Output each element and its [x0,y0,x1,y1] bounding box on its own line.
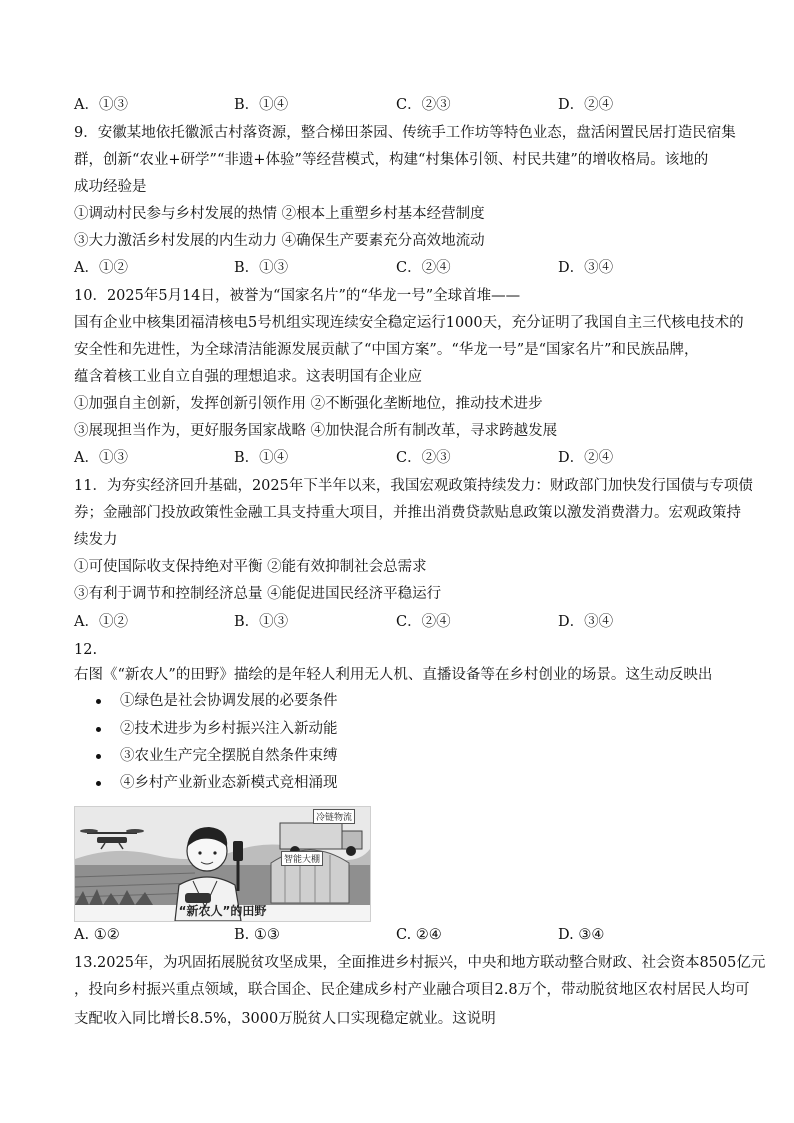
q8-options [74,96,734,114]
bullet-dot-icon [96,727,101,732]
q11-option-b[interactable]: B．①③ [234,614,289,630]
bullet-dot-icon [96,699,101,704]
q9-item-line: ③大力激活乡村发展的内生动力 ④确保生产要素充分高效地流动 [74,233,485,249]
q8-option-c[interactable]: C．②③ [396,97,451,113]
q9-stem-line: 群，创新“农业+研学”“非遗+体验”等经营模式，构建“村集体引领、村民共建”的增收格局。该地的 [74,152,709,168]
q12-stem: 右图《“新农人”的田野》描绘的是年轻人利用无人机、直播设备等在乡村创业的场景。这生动反映出 [74,667,713,683]
q12-options [74,926,734,944]
q10-option-d[interactable]: D．②④ [558,450,614,466]
q11-item-line: ①可使国际收支保持绝对平衡 ②能有效抑制社会总需求 [74,559,427,575]
q9-option-a[interactable]: A．①② [74,260,128,276]
q8-option-d[interactable]: D．②④ [558,97,614,113]
q11-stem-line: 券；金融部门投放政策性金融工具支持重大项目，并推出消费贷款贴息政策以激发消费潜力。宏观政策持 [74,505,741,521]
q9-option-c[interactable]: C．②④ [396,260,451,276]
q10-stem-line: 蕴含着核工业自立自强的理想追求。这表明国有企业应 [74,369,422,385]
figure-caption: “新农人”的田野 [178,904,267,918]
cold-chain-sign: 冷链物流 [313,809,355,824]
q11-option-d[interactable]: D．③④ [558,614,614,630]
q10-option-a[interactable]: A．①③ [74,450,128,466]
q12-bullet-text: ③农业生产完全摆脱自然条件束缚 [120,748,338,764]
q9-item-line: ①调动村民参与乡村发展的热情 ②根本上重塑乡村基本经营制度 [74,206,485,222]
q10-item-line: ③展现担当作为，更好服务国家战略 ④加快混合所有制改革，寻求跨越发展 [74,423,558,439]
q12-option-c[interactable]: C. ②④ [396,927,442,943]
q13-stem-line: ，投向乡村振兴重点领域，联合国企、民企建成乡村产业融合项目2.8万个，带动脱贫地区农村居民人均可 [74,982,750,998]
q12-option-a[interactable]: A. ①② [74,927,120,943]
q12-option-d[interactable]: D. ③④ [558,927,605,943]
q10-option-b[interactable]: B．①④ [234,450,289,466]
q10-option-c[interactable]: C．②③ [396,450,451,466]
q12-bullet-text: ①绿色是社会协调发展的必要条件 [120,693,338,709]
q11-option-c[interactable]: C．②④ [396,614,451,630]
bullet-dot-icon [96,781,101,786]
q12-bullet-text: ④乡村产业新业态新模式竞相涌现 [120,775,338,791]
q9-stem-line: 9．安徽某地依托徽派古村落资源，整合梯田茶园、传统手工作坊等特色业态，盘活闲置民居打造民宿集 [74,125,736,141]
q11-item-line: ③有利于调节和控制经济总量 ④能促进国民经济平稳运行 [74,586,442,602]
bullet-dot-icon [96,754,101,759]
new-farmer-illustration [74,806,371,922]
q12-bullet-text: ②技术进步为乡村振兴注入新动能 [120,721,338,737]
q11-option-a[interactable]: A．①② [74,614,128,630]
q9-option-b[interactable]: B．①③ [234,260,289,276]
q11-stem-line: 续发力 [74,532,118,548]
q10-stem-line: 10．2025年5月14日，被誉为“国家名片”的“华龙一号”全球首堆—— [74,288,521,304]
q8-option-a[interactable]: A．①③ [74,97,128,113]
q10-stem-line: 安全性和先进性，为全球清洁能源发展贡献了“中国方案”。“华龙一号”是“国家名片”和民族品牌， [74,342,699,358]
q10-stem-line: 国有企业中核集团福清核电5号机组实现连续安全稳定运行1000天，充分证明了我国自主三代核电技术的 [74,315,744,331]
q13-stem-line: 支配收入同比增长8.5%，3000万脱贫人口实现稳定就业。这说明 [74,1011,496,1027]
q9-option-d[interactable]: D．③④ [558,260,614,276]
q11-options [74,613,734,631]
q12-number: 12. [74,642,98,658]
q9-stem-line: 成功经验是 [74,179,147,195]
q13-stem-line: 13.2025年，为巩固拓展脱贫攻坚成果，全面推进乡村振兴，中央和地方联动整合财政、社会资本8505亿元 [74,955,766,971]
q8-option-b[interactable]: B．①④ [234,97,289,113]
q10-item-line: ①加强自主创新，发挥创新引领作用 ②不断强化垄断地位，推动技术进步 [74,396,543,412]
q12-option-b[interactable]: B. ①③ [234,927,280,943]
greenhouse-sign: 智能大棚 [281,851,323,866]
q11-stem-line: 11．为夯实经济回升基础，2025年下半年以来，我国宏观政策持续发力：财政部门加快发行国债与专项债 [74,478,753,494]
q9-options [74,259,734,277]
q10-options [74,449,734,467]
